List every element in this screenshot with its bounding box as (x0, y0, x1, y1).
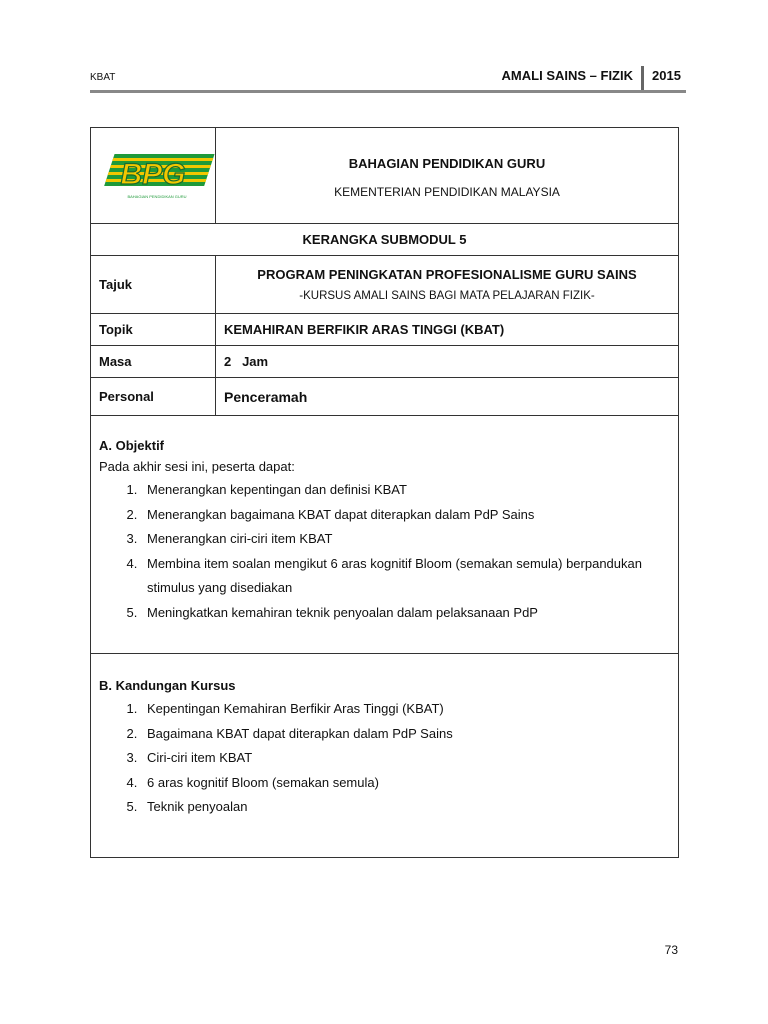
framework-title: KERANGKA SUBMODUL 5 (91, 224, 679, 256)
masa-label: Masa (91, 346, 216, 378)
header-rule (90, 90, 686, 93)
header-year: 2015 (652, 68, 681, 83)
header-left-label: KBAT (90, 72, 116, 83)
list-item: 5. Teknik penyoalan (141, 795, 670, 820)
list-item: 4. Membina item soalan mengikut 6 aras kognitif Bloom (semakan semula) berpandukan stimulus yang disediakan (141, 552, 670, 601)
list-item: 2. Menerangkan bagaimana KBAT dapat diterapkan dalam PdP Sains (141, 503, 670, 528)
personal-value: Penceramah (216, 378, 679, 416)
bpg-logo (91, 128, 215, 218)
header-title: AMALI SAINS – FIZIK (501, 68, 633, 83)
objektif-intro: Pada akhir sesi ini, peserta dapat: (99, 459, 295, 474)
personal-label: Personal (91, 378, 216, 416)
list-item: 4. 6 aras kognitif Bloom (semakan semula) (141, 771, 670, 796)
org-line1: BAHAGIAN PENDIDIKAN GURU (348, 156, 546, 171)
list-item: 1. Kepentingan Kemahiran Berfikir Aras Tinggi (KBAT) (141, 697, 670, 722)
tajuk-value (216, 256, 679, 314)
list-item: 1. Menerangkan kepentingan dan definisi KBAT (141, 478, 670, 503)
masa-value: 2 Jam (216, 346, 679, 378)
objektif-section (91, 416, 679, 654)
org-cell (216, 128, 679, 224)
topik-label: Topik (91, 314, 216, 346)
tajuk-label: Tajuk (91, 256, 216, 314)
objektif-list (99, 478, 670, 625)
tajuk-main: PROGRAM PENINGKATAN PROFESIONALISME GURU SAINS (257, 267, 637, 282)
kandungan-section (91, 654, 679, 858)
org-line2: KEMENTERIAN PENDIDIKAN MALAYSIA (334, 185, 560, 199)
logo-cell (91, 128, 216, 224)
objektif-heading: A. Objektif (99, 438, 165, 453)
list-item: 3. Menerangkan ciri-ciri item KBAT (141, 527, 670, 552)
page-header (90, 60, 686, 92)
tajuk-sub: -KURSUS AMALI SAINS BAGI MATA PELAJARAN FIZIK- (299, 290, 595, 302)
list-item: 5. Meningkatkan kemahiran teknik penyoalan dalam pelaksanaan PdP (141, 601, 670, 626)
kandungan-list (99, 697, 670, 820)
topik-value: KEMAHIRAN BERFIKIR ARAS TINGGI (KBAT) (216, 314, 679, 346)
page-number: 73 (664, 943, 678, 957)
list-item: 2. Bagaimana KBAT dapat diterapkan dalam PdP Sains (141, 722, 670, 747)
header-right (502, 66, 686, 92)
submodule-table (90, 127, 679, 858)
kandungan-heading: B. Kandungan Kursus (99, 678, 236, 693)
logo-text: BPG (120, 158, 186, 191)
list-item: 3. Ciri-ciri item KBAT (141, 746, 670, 771)
logo-subtitle: BAHAGIAN PENDIDIKAN GURU (127, 194, 187, 199)
